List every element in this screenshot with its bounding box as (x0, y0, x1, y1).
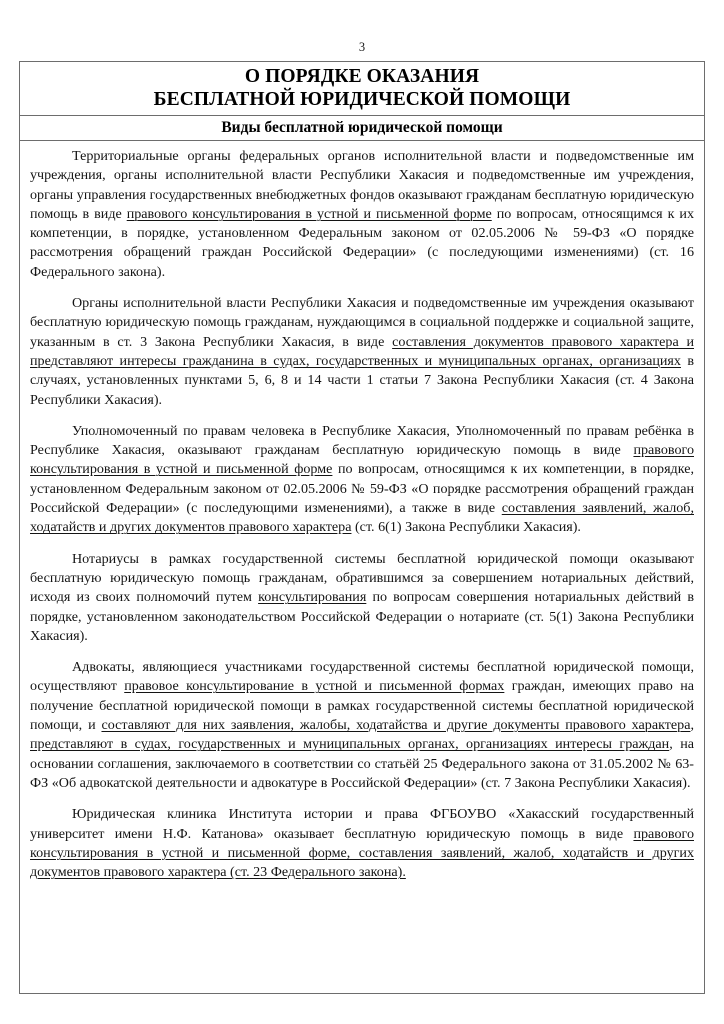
text-run: Юридическая клиника Института истории и права ФГБОУВО «Хакасский государственный университет имени Н.Ф. Катанова» оказывает бесплатную юридическую помощь в виде (30, 806, 694, 842)
text-run: по вопросам, относящимся к их компетенции, в порядке, установленном Федеральным законом от 02.05.2006 № 59-ФЗ «О порядке рассмотрения обращений граждан Российской Федерации» (с последующими изменениями), а также в виде (30, 461, 695, 517)
underlined-run: правового консультирования в устной и письменной форме, составления заявлений, жалоб, ходатайств и других документов правового характера (ст. 23 Федерального закона). (30, 825, 694, 881)
text-run: по вопросам совершения нотариальных действий в порядке, установленном законодательством Российской Федерации о нотариате (ст. 5(1) Закона Республики Хакасия). (30, 589, 695, 644)
underlined-run: составления заявлений, жалоб, ходатайств и других документов правового характера (30, 500, 694, 536)
text-run: Территориальные органы федеральных органов исполнительной власти и подведомственные им учреждения, органы исполнительной власти Республики Хакасия и подведомственные им учреждения, органы управления государственных внебюджетных фондов оказывают гражданам бесплатную юридическую помощь в виде (30, 148, 694, 222)
text-run: по вопросам, относящимся к их компетенции, в порядке, установленном Федеральным законом от 02.05.2006 № 59-ФЗ «О порядке рассмотрения обращений граждан Российской Федерации» (с последующими изменениями) (ст. 16 Федерального закона). (30, 205, 694, 280)
document-title (20, 62, 704, 116)
document-subtitle-text: Виды бесплатной юридической помощи (221, 119, 503, 136)
text-run: , на основании соглашения, заключаемого в соответствии со статьёй 25 Федерального закона от 31.05.2002 № 63-ФЗ «Об адвокатской деятельности и адвокатуре в Российской Федерации» (ст. 7 Закона Республики Хакасия). (30, 736, 694, 791)
page-number: 3 (358, 40, 366, 54)
para-territorial-bodies (30, 147, 694, 282)
text-run: Органы исполнительной власти Республики Хакасия и подведомственные им учреждения оказывают бесплатную юридическую помощь гражданам, нуждающимся в социальной поддержке и социальной защите, указанным в ст. 3 Закона Республики Хакасия, в виде (30, 295, 694, 350)
text-run: Нотариусы в рамках государственной системы бесплатной юридической помощи оказывают бесплатную юридическую помощь гражданам, обратившимся за совершением нотариальных действий, исходя из своих полномочий путем (30, 550, 694, 606)
underlined-run: составляют для них заявления, жалобы, ходатайства и другие документы правового характера (101, 717, 691, 734)
document-frame (19, 61, 705, 994)
para-advocates (30, 658, 694, 793)
para-legal-clinic (30, 805, 694, 882)
para-ombudsman (30, 422, 694, 538)
underlined-run: составления документов правового характера и представляют интересы гражданина в судах, государственных и муниципальных органах, организациях (30, 333, 695, 369)
text-run: в случаях, установленных пунктами 5, 6, 8 и 14 части 1 статьи 7 Закона Республики Хакасия (ст. 4 Закона Республики Хакасия). (30, 352, 694, 408)
text-run: (ст. 6(1) Закона Республики Хакасия). (351, 519, 581, 536)
text-run: граждан, имеющих право на получение бесплатной юридической помощи в рамках государственной системы бесплатной юридической помощи, и (30, 678, 695, 734)
text-run: Адвокаты, являющиеся участниками государственной системы бесплатной юридической помощи, осуществляют (30, 659, 694, 695)
underlined-run: правового консультирования в устной и письменной форме (126, 205, 492, 222)
para-executive-bodies (30, 294, 694, 410)
document-title-line-1: О ПОРЯДКЕ ОКАЗАНИЯ (244, 66, 480, 87)
para-notaries (30, 550, 694, 646)
text-run: , (690, 717, 694, 734)
underlined-run: правового консультирования в устной и письменной форме (30, 442, 694, 478)
underlined-run: правовое консультирование в устной и письменной формах (124, 678, 505, 695)
underlined-run: консультирования (258, 589, 367, 606)
document-body (20, 141, 704, 890)
text-run: Уполномоченный по правам человека в Республике Хакасия, Уполномоченный по правам ребёнка в Республике Хакасия, оказывают гражданам бесплатную юридическую помощь в виде (30, 422, 694, 459)
underlined-run: представляют в судах, государственных и муниципальных органах, организациях интересы граждан (30, 736, 670, 753)
document-title-line-2: БЕСПЛАТНОЙ ЮРИДИЧЕСКОЙ ПОМОЩИ (153, 89, 571, 110)
document-subtitle (20, 116, 704, 141)
